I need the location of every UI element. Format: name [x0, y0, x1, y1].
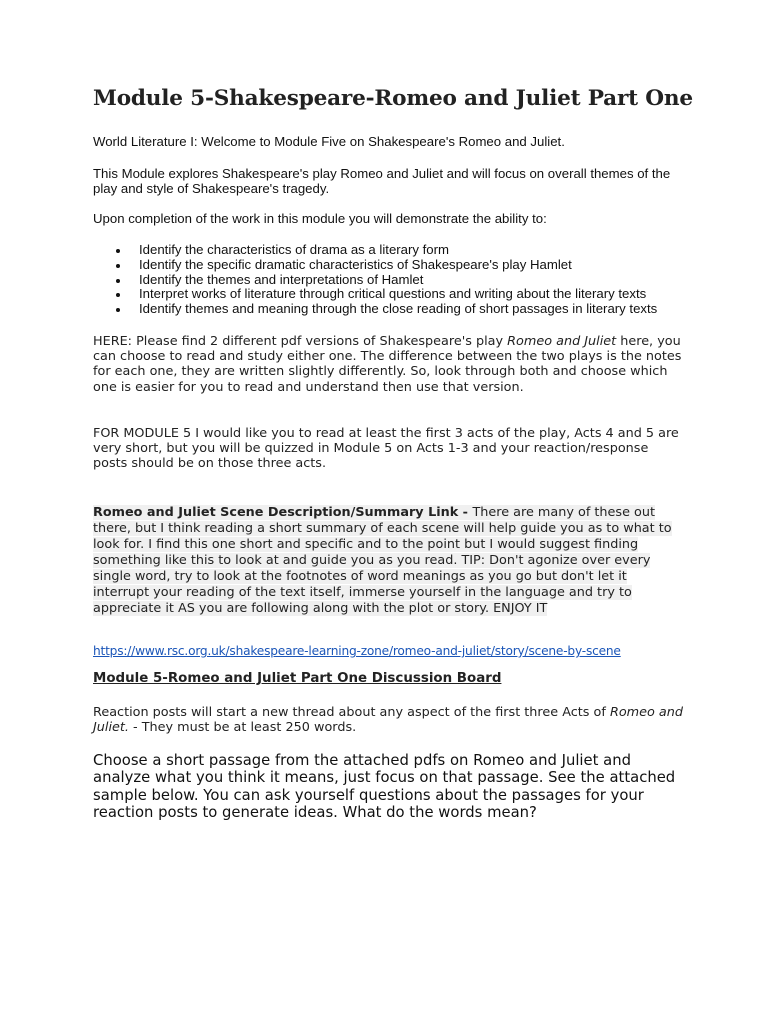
reaction-text-after: - They must be at least 250 words. — [128, 720, 357, 736]
passage-prompt: Choose a short passage from the attached pdfs on Romeo and Juliet and analyze what you think it means, just focus on that passage. See the attached sample below. You can ask yourself questions about the passages for your reaction posts to generate ideas. What do the words mean? — [93, 752, 676, 822]
list-item: Interpret works of literature through critical questions and writing about the literary texts — [93, 287, 657, 302]
objectives-list — [93, 243, 657, 317]
list-item: Identify the characteristics of drama as a literary form — [93, 243, 657, 258]
page-title: Module 5-Shakespeare-Romeo and Juliet Part One — [93, 86, 693, 111]
pdf-text-before: HERE: Please find 2 different pdf versions of Shakespeare's play — [93, 334, 508, 349]
intro-text: This Module explores Shakespeare's play Romeo and Juliet and will focus on overall themes of the play and style of Shakespeare's tragedy. — [93, 166, 671, 196]
objectives-lead: Upon completion of the work in this module you will demonstrate the ability to: — [93, 211, 547, 226]
discussion-board-title: Module 5-Romeo and Juliet Part One Discussion Board — [93, 671, 502, 686]
play-title-italic: Romeo and Juliet — [507, 334, 617, 349]
module-reading-paragraph: FOR MODULE 5 I would like you to read at least the first 3 acts of the play, Acts 4 and 5 are very short, but you will be quizzed in Module 5 on Acts 1-3 and your reaction/response posts should be on those three acts. — [93, 426, 679, 472]
pdf-text-after: here, you can choose to read and study either one. The difference between the two plays is the notes for each one, they are written slightly differently. So, look through both and choose which one is easier for you to read and understand then use that version. — [93, 334, 682, 395]
summary-body: There are many of these out there, but I think reading a short summary of each scene will help guide you as to what to look for. I find this one short and specific and to the point but I would suggest finding something like this to look at and guide you as you read. TIP: Don't agonize over every single word, try to look at the footnotes of word meanings as you go but don't let it interrupt your reading of the text itself, immerse yourself in the language and try to appreciate it AS you are following along with the plot or story. ENJOY IT — [93, 505, 672, 616]
summary-heading: Romeo and Juliet Scene Description/Summary Link - — [93, 505, 473, 520]
list-item: Identify the themes and interpretations of Hamlet — [93, 273, 657, 288]
reaction-paragraph — [93, 705, 683, 735]
pdf-versions-paragraph — [93, 334, 683, 395]
list-item: Identify themes and meaning through the close reading of short passages in literary texts — [93, 302, 657, 317]
summary-paragraph — [93, 505, 683, 617]
reaction-play-italic: Romeo and Juliet. — [93, 705, 683, 736]
reaction-text-before: Reaction posts will start a new thread about any aspect of the first three Acts of — [93, 705, 610, 720]
list-item: Identify the specific dramatic characteristics of Shakespeare's play Hamlet — [93, 258, 657, 273]
scene-summary-link[interactable]: https://www.rsc.org.uk/shakespeare-learning-zone/romeo-and-juliet/story/scene-by-scene — [93, 644, 621, 658]
welcome-text: World Literature I: Welcome to Module Five on Shakespeare's Romeo and Juliet. — [93, 134, 565, 149]
